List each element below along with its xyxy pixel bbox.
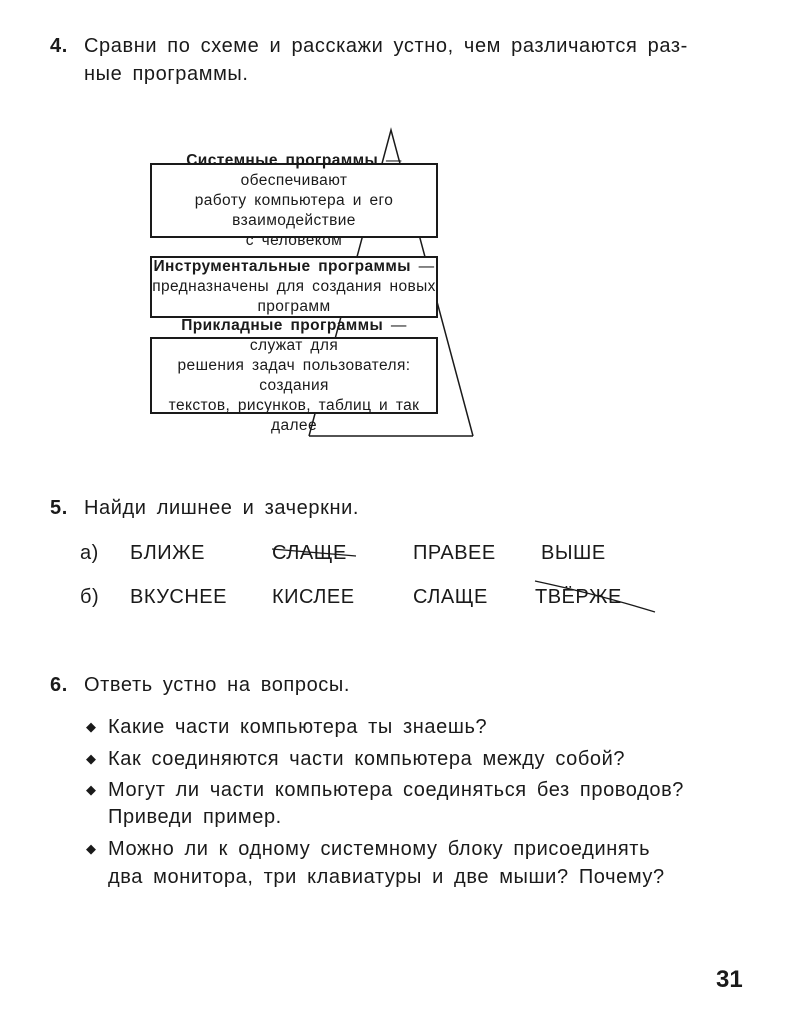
word: ВКУСНЕЕ xyxy=(130,586,227,608)
box-text: решения задач пользователя: создания xyxy=(177,356,411,394)
question: Могут ли части компьютера соединяться без проводов? xyxy=(108,779,685,801)
strike-line-a xyxy=(272,549,356,556)
box-text: текстов, рисунков, таблиц и так далее xyxy=(168,396,420,434)
word: ВЫШЕ xyxy=(541,542,606,564)
box-text: с человеком xyxy=(245,231,343,249)
word: ПРАВЕЕ xyxy=(413,542,496,564)
row-a-label: а) xyxy=(80,542,99,564)
question-continued: Приведи пример. xyxy=(108,806,282,828)
box-text: предназначены для создания новых программ xyxy=(152,278,436,315)
diamond-bullet-icon: ◆ xyxy=(86,782,96,797)
box-text: работу компьютера и его взаимодействие xyxy=(194,191,394,229)
word: КИСЛЕЕ xyxy=(272,586,355,608)
box-text: — служат для xyxy=(249,316,407,354)
diamond-bullet-icon: ◆ xyxy=(86,719,96,734)
question-continued: два монитора, три клавиатуры и две мыши? Почему? xyxy=(108,866,665,888)
row-b-label: б) xyxy=(80,586,100,608)
question: Можно ли к одному системному блоку присоединять xyxy=(108,838,651,860)
word: БЛИЖЕ xyxy=(130,542,205,564)
box-title: Прикладные программы xyxy=(181,316,384,334)
task-4-text-line1: Сравни по схеме и расскажи устно, чем различаются раз- xyxy=(84,35,688,57)
question: Какие части компьютера ты знаешь? xyxy=(108,716,488,738)
box-text: — xyxy=(410,258,435,275)
task-4-number: 4. xyxy=(50,35,68,57)
word: СЛАЩЕ xyxy=(413,586,488,608)
task-5-number: 5. xyxy=(50,497,68,519)
task-4-text-line2: ные программы. xyxy=(84,63,249,85)
diamond-bullet-icon: ◆ xyxy=(86,841,96,856)
word-crossed: СЛАЩЕ xyxy=(272,542,347,564)
word-crossed: ТВЁРЖЕ xyxy=(535,586,622,608)
box-title: Инструментальные программы xyxy=(153,258,411,275)
task-6-number: 6. xyxy=(50,674,68,696)
diamond-bullet-icon: ◆ xyxy=(86,751,96,766)
task-5-prompt: Найди лишнее и зачеркни. xyxy=(84,497,360,519)
page-number: 31 xyxy=(716,966,743,993)
task-6-prompt: Ответь устно на вопросы. xyxy=(84,674,351,696)
box-text: — обеспечивают xyxy=(240,151,402,189)
box-title: Системные программы xyxy=(186,151,379,169)
strike-line-b xyxy=(535,581,655,612)
question: Как соединяются части компьютера между собой? xyxy=(108,748,626,770)
